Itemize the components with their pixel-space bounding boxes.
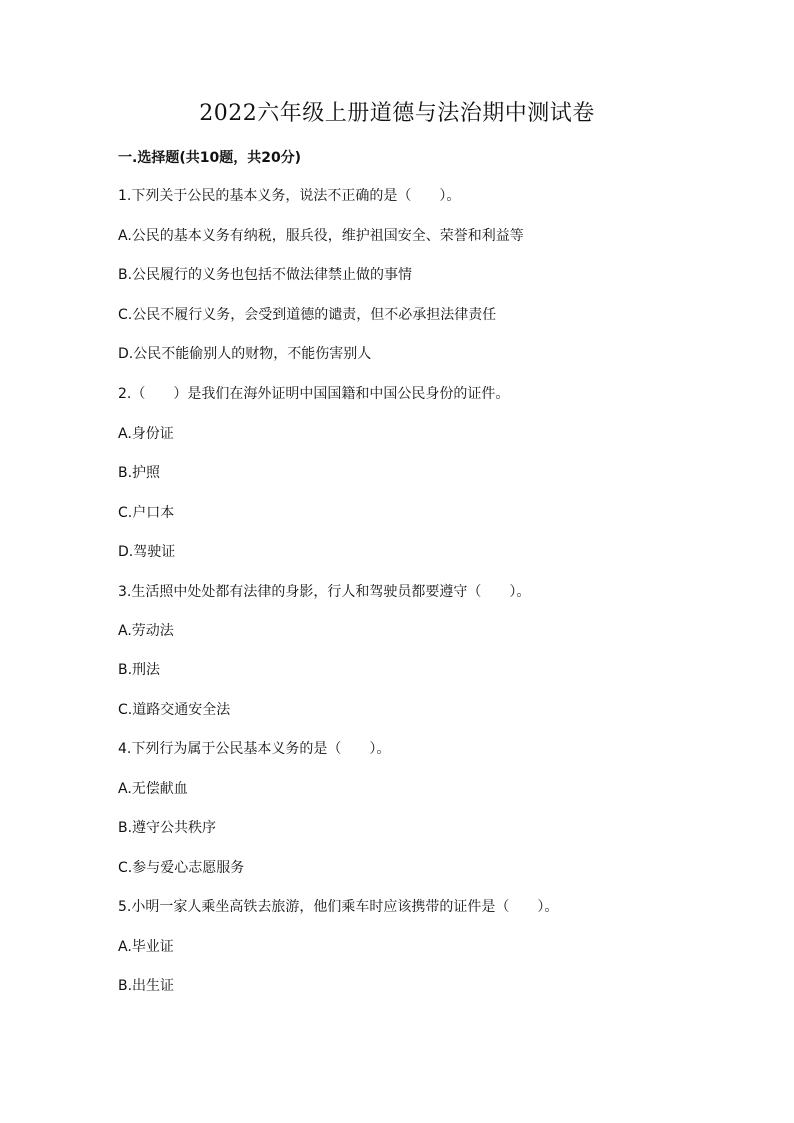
page-title: 2022六年级上册道德与法治期中测试卷 [199, 101, 595, 126]
question-1-stem: 1.下列关于公民的基本义务，说法不正确的是（ ）。 [118, 188, 461, 204]
question-2-option-d: D.驾驶证 [118, 544, 176, 560]
question-2-option-a: A.身份证 [118, 426, 174, 442]
question-3-option-b: B.刑法 [118, 662, 161, 678]
question-1-option-b: B.公民履行的义务也包括不做法律禁止做的事情 [118, 267, 413, 283]
question-3-option-c: C.道路交通安全法 [118, 702, 231, 718]
question-3-stem: 3.生活照中处处都有法律的身影，行人和驾驶员都要遵守（ ）。 [118, 584, 531, 600]
question-1-option-c: C.公民不履行义务，会受到道德的谴责，但不必承担法律责任 [118, 307, 497, 323]
question-4-option-c: C.参与爱心志愿服务 [118, 860, 245, 876]
question-5-option-a: A.毕业证 [118, 939, 174, 955]
section-heading: 一.选择题(共10题，共20分) [118, 150, 302, 166]
question-2-option-c: C.户口本 [118, 505, 175, 521]
question-2-stem: 2.（ ）是我们在海外证明中国国籍和中国公民身份的证件。 [118, 386, 510, 402]
question-5-option-b: B.出生证 [118, 978, 175, 994]
question-3-option-a: A.劳动法 [118, 623, 174, 639]
question-5-stem: 5.小明一家人乘坐高铁去旅游，他们乘车时应该携带的证件是（ ）。 [118, 899, 559, 915]
question-4-option-a: A.无偿献血 [118, 781, 188, 797]
question-1-option-a: A.公民的基本义务有纳税，服兵役，维护祖国安全、荣誉和利益等 [118, 228, 524, 244]
question-1-option-d: D.公民不能偷别人的财物，不能伤害别人 [118, 346, 372, 362]
question-4-option-b: B.遵守公共秩序 [118, 820, 217, 836]
question-4-stem: 4.下列行为属于公民基本义务的是（ ）。 [118, 741, 391, 757]
question-2-option-b: B.护照 [118, 465, 161, 481]
